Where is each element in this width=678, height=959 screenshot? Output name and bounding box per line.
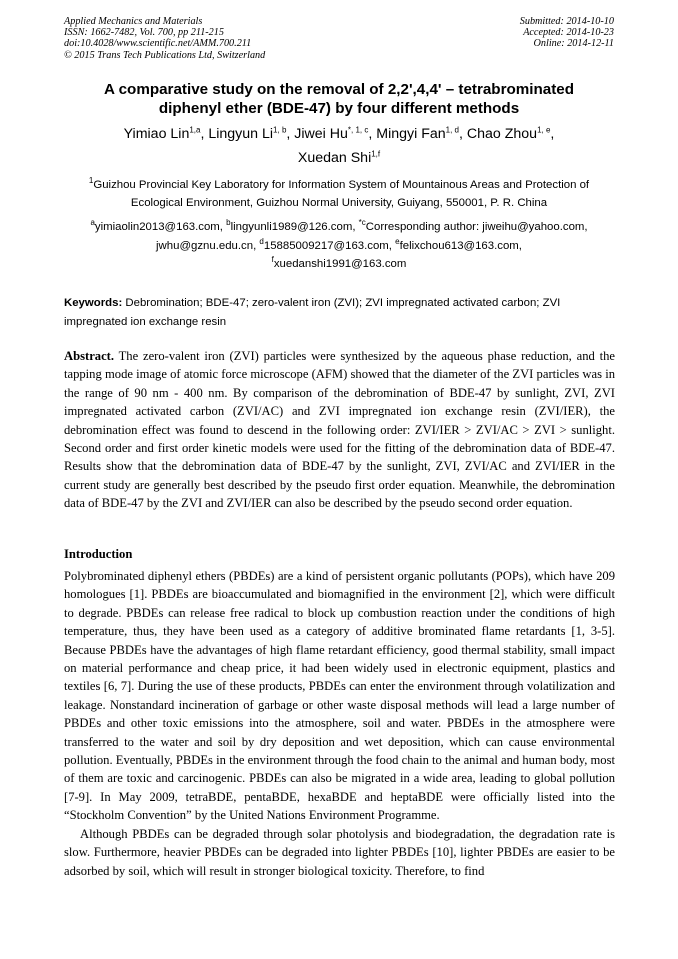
abstract xyxy=(64,347,615,513)
author-list xyxy=(40,122,638,170)
journal-copyright: © 2015 Trans Tech Publications Ltd, Switzerland xyxy=(64,49,266,61)
submitted-date: Submitted: 2014-10-10 xyxy=(519,16,614,27)
author-affiliation-mark: 1,f xyxy=(371,149,381,159)
email-a: yimiaolin2013@163.com, xyxy=(94,221,227,233)
introduction-paragraph: Although PBDEs can be degraded through solar photolysis and biodegradation, the degradation rate is slow. Furthermore, heavier PBDEs can be degraded into lighter PBDEs [10], lighter PBDEs are easier to be adsorbed by soil, which will result in stronger biological toxicity. Therefore, to find xyxy=(64,826,615,878)
email-b: lingyunli1989@126.com, xyxy=(230,221,359,233)
author-affiliation-mark: 1, d xyxy=(445,125,459,135)
author-affiliation-mark: 1,a xyxy=(189,125,201,135)
keywords xyxy=(64,294,615,331)
email-mark: *c xyxy=(358,218,366,228)
submission-dates xyxy=(520,16,614,50)
email-f: xuedanshi1991@163.com xyxy=(273,258,407,270)
title-line-1: A comparative study on the removal of 2,2',4,4' – tetrabrominated xyxy=(103,81,574,98)
title-line-2: diphenyl ether (BDE-47) by four different methods xyxy=(158,100,520,117)
author-separator: , xyxy=(550,126,555,142)
email-c2: jwhu@gznu.edu.cn, xyxy=(156,239,260,252)
email-mark: b xyxy=(226,218,231,228)
author-separator: , xyxy=(286,126,295,142)
author-separator: , xyxy=(200,126,209,142)
affiliation-mark: 1 xyxy=(88,176,94,186)
author-name: Jiwei Hu xyxy=(294,126,348,142)
author-name: Mingyi Fan xyxy=(376,126,446,142)
online-date: Online: 2014-12-11 xyxy=(533,38,614,50)
email-mark: e xyxy=(395,236,400,246)
journal-issn: ISSN: 1662-7482, Vol. 700, pp 211-215 xyxy=(64,27,224,39)
journal-info xyxy=(64,16,265,61)
email-c: Corresponding author: jiweihu@yahoo.com, xyxy=(365,221,588,233)
author-name: Xuedan Shi xyxy=(297,150,372,166)
author-name: Chao Zhou xyxy=(466,126,538,142)
affiliation-line-2: Ecological Environment, Guizhou Normal University, Guiyang, 550001, P. R. China xyxy=(130,197,548,209)
author-name: Lingyun Li xyxy=(208,126,274,142)
author-affiliation-mark: 1, b xyxy=(273,125,287,135)
paper-title xyxy=(40,80,638,118)
email-mark: d xyxy=(259,236,264,246)
email-mark: f xyxy=(271,255,274,265)
abstract-label: Abstract. xyxy=(64,349,115,363)
introduction-body xyxy=(64,567,615,880)
journal-doi: doi:10.4028/www.scientific.net/AMM.700.211 xyxy=(64,38,252,50)
author-separator: , xyxy=(458,126,467,142)
section-heading-introduction: Introduction xyxy=(64,547,133,561)
email-mark: a xyxy=(90,218,95,228)
author-name: Yimiao Lin xyxy=(123,126,190,142)
author-affiliation-mark: 1, e xyxy=(537,125,551,135)
accepted-date: Accepted: 2014-10-23 xyxy=(523,27,614,39)
author-affiliation-mark: *, 1, c xyxy=(347,125,369,135)
author-separator: , xyxy=(368,126,377,142)
email-list xyxy=(50,218,628,274)
journal-name: Applied Mechanics and Materials xyxy=(64,16,203,27)
keywords-text: Debromination; BDE-47; zero-valent iron (ZVI); ZVI impregnated activated carbon; ZVI impregnated ion exchange resin xyxy=(64,297,561,328)
keywords-label: Keywords: xyxy=(64,297,123,309)
abstract-text: The zero-valent iron (ZVI) particles were synthesized by the aqueous phase reduction, and the tapping mode image of atomic force microscope (AFM) showed that the diameter of the ZVI particles was in the range of 90 nm - 400 nm. By comparison of the debromination of BDE-47 by sunlight, ZVI, ZVI impregnated activated carbon (ZVI/AC) and ZVI impregnated ion exchange resin (ZVI/IER), the debromination effect was found to descend in the following order: ZVI/IER > ZVI/AC > ZVI > sunlight. Second order and first order kinetic models were used for the fitting of the debromination data of BDE-47. Results show that the debromination data of BDE-47 by the sunlight, ZVI, ZVI/AC and ZVI/IER in the current study are generally best described by the pseudo first order equation. Meanwhile, the debromination data of BDE-47 by the ZVI and ZVI/IER can also be described by the pseudo second order equation. xyxy=(64,349,615,511)
email-e: felixchou613@163.com, xyxy=(399,239,522,252)
affiliation-line-1: Guizhou Provincial Key Laboratory for Information System of Mountainous Areas and Protection of xyxy=(93,179,590,191)
affiliation xyxy=(50,176,628,212)
introduction-paragraph: Polybrominated diphenyl ethers (PBDEs) are a kind of persistent organic pollutants (POPs), which have 209 homologues [1]. PBDEs are bioaccumulated and biomagnified in the environment [2], which were difficult to degrade. PBDEs can release free radical to block up combustion reaction under the conditions of high temperature, thus, they have been used as a category of additive brominated flame retardants [1, 3-5]. Because PBDEs have the advantages of high flame retardant efficiency, good thermal stability, small impact on material performance and cheap price, it had been widely used in electronic equipment, plastics and textiles [6, 7]. During the use of these products, PBDEs can enter the environment through volatilization and leakage. Nonstandard incineration of garbage or other waste disposal methods will lead a large number of PBDEs and other toxic emissions into the atmosphere, soil and water. PBDEs in the atmosphere were transferred to the water and soil by dry deposition and wet deposition, which can cause environmental pollution. Eventually, PBDEs in the environment through the food chain to the animal and human body, most of them are toxic and carcinogenic. PBDEs can also be migrated in a wide area, leading to global pollution [7-9]. In May 2009, tetraBDE, pentaBDE, hexaBDE and heptaBDE were officially listed into the “Stockholm Convention” by the United Nations Environment Programme. xyxy=(64,569,615,823)
email-d: 15885009217@163.com, xyxy=(263,239,396,252)
